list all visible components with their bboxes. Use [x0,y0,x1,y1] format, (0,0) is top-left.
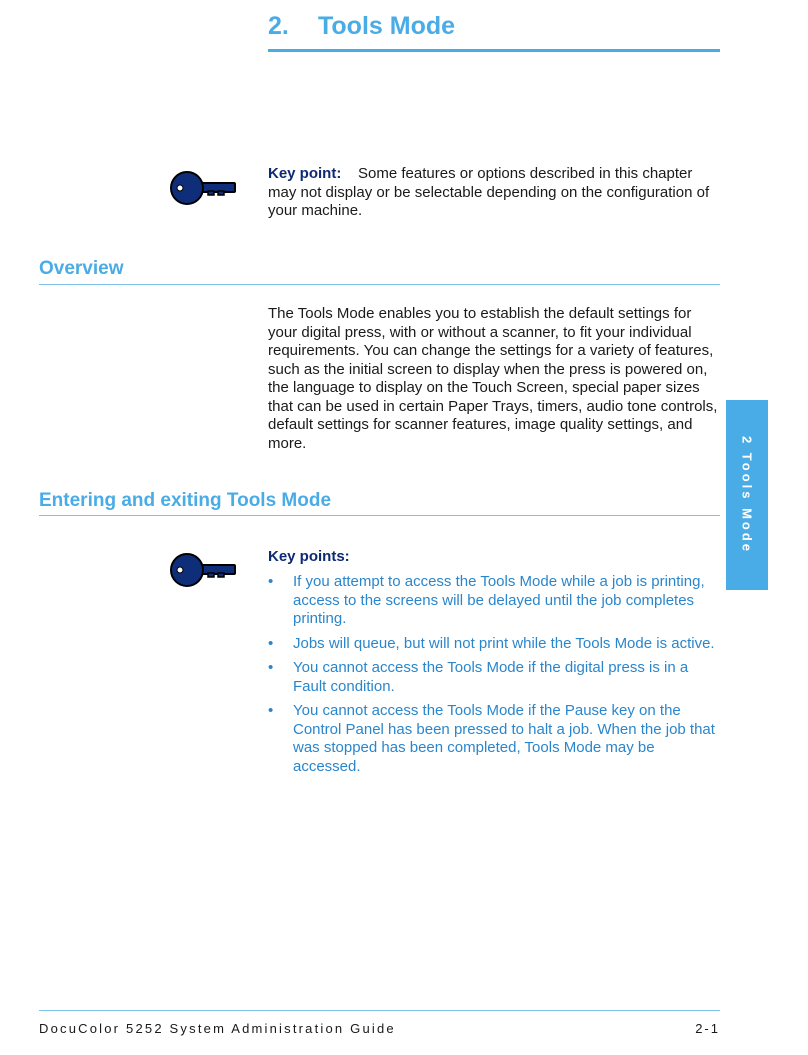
list-item: • Jobs will queue, but will not print while the Tools Mode is active. [268,634,715,652]
key-point-text: Some features or options described in this chapter may not display or be selectable depending on the configuration of your machine. [268,165,710,219]
chapter-title-rule [268,49,720,52]
overview-paragraph: The Tools Mode enables you to establish the default settings for your digital press, with or without a scanner, to fit your individual requirements. You can change the settings for a variety of features, such as the initial screen to display when the press is powered on, the language to display on the Touch Screen, special paper sizes that can be used in certain Paper Trays, timers, audio tone controls, default settings for scanner features, image quality settings, and more. [268,305,718,452]
list-item: • If you attempt to access the Tools Mode while a job is printing, access to the screens will be delayed until the job completes printing. [268,573,705,627]
footer-guide-title: DocuColor 5252 System Administration Guide [39,1021,396,1036]
list-item: • You cannot access the Tools Mode if the digital press is in a Fault condition. [268,659,689,695]
chapter-title-text: Tools Mode [318,12,456,40]
chapter-number: 2. [268,12,289,40]
entering-rule [39,515,720,516]
entering-heading: Entering and exiting Tools Mode [39,490,332,511]
chapter-side-tab [726,400,768,590]
bullet-icon: • [268,573,274,590]
key-points-list [268,573,723,782]
key-icon [168,167,238,212]
key-point-label: Key point: [268,165,342,182]
bullet-icon: • [268,634,274,652]
key-icon [168,549,238,594]
key-points-label: Key points: [268,548,350,565]
side-tab-label: 2 Tools Mode [739,435,755,555]
overview-heading: Overview [39,258,124,279]
bullet-icon: • [268,702,274,719]
key-point-note [268,165,723,221]
list-item: • You cannot access the Tools Mode if the Pause key on the Control Panel has been pressed to halt a job. When the job that was stopped has been completed, Tools Mode may be accessed. [268,702,715,775]
chapter-title [268,12,455,41]
overview-rule [39,284,720,285]
footer-rule [39,1010,720,1011]
bullet-icon: • [268,659,274,676]
footer-page-number: 2-1 [695,1021,720,1036]
